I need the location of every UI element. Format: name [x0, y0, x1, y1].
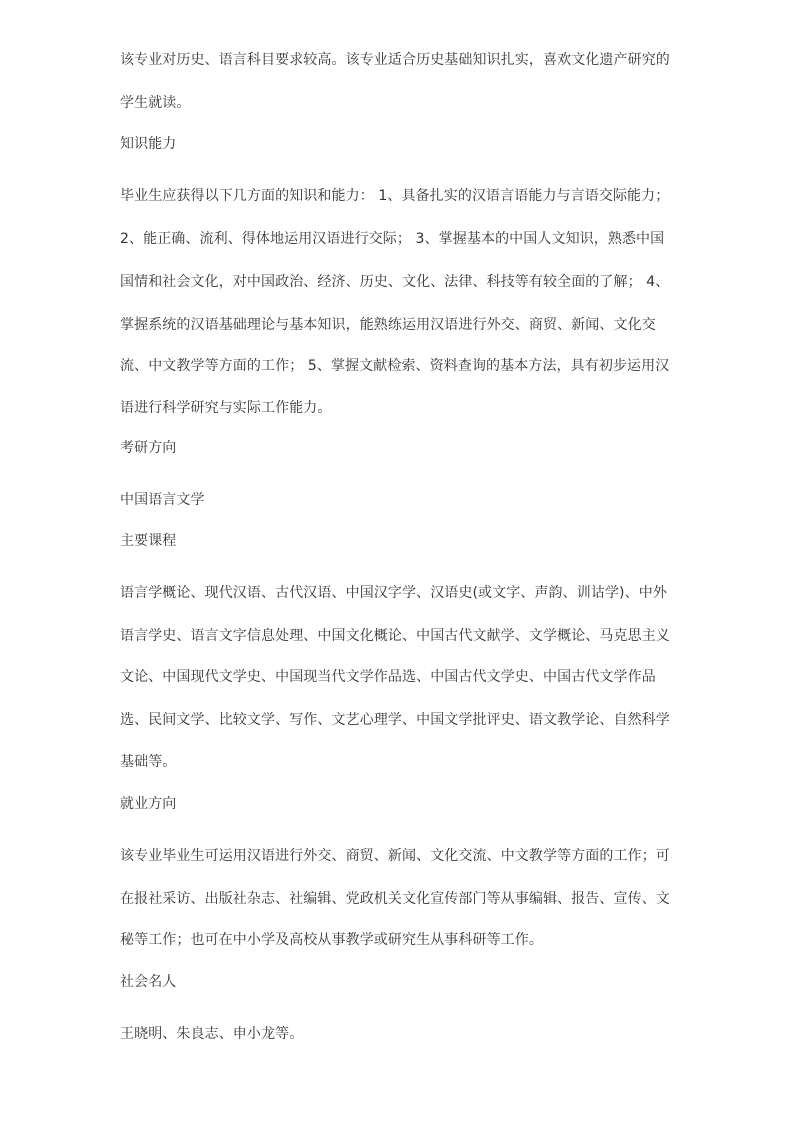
heading-knowledge: 知识能力: [120, 136, 177, 152]
heading-notables: 社会名人: [120, 974, 177, 990]
employment-line-3: 秘等工作；也可在中小学及高校从事教学或研究生从事科研等工作。: [120, 932, 543, 948]
knowledge-line-2: 2、能正确、流利、得体地运用汉语进行交际； 3、掌握基本的中国人文知识，熟悉中国: [120, 231, 665, 247]
knowledge-line-4: 掌握系统的汉语基础理论与基本知识，能熟练运用汉语进行外交、商贸、新闻、文化交: [120, 317, 656, 333]
postgrad-line-1: 中国语言文学: [120, 492, 205, 508]
heading-courses: 主要课程: [120, 533, 177, 549]
employment-line-2: 在报社采访、出版社杂志、社编辑、党政机关文化宣传部门等从事编辑、报告、宣传、文: [120, 891, 670, 907]
courses-line-2: 语言学史、语言文字信息处理、中国文化概论、中国古代文献学、文学概论、马克思主义: [120, 628, 670, 644]
intro-line-1: 该专业对历史、语言科目要求较高。该专业适合历史基础知识扎实，喜欢文化遗产研究的: [120, 52, 670, 68]
heading-employment: 就业方向: [120, 796, 177, 812]
knowledge-line-1: 毕业生应获得以下几方面的知识和能力： 1、具备扎实的汉语言语能力与言语交际能力；: [120, 188, 670, 204]
knowledge-line-5: 流、中文教学等方面的工作； 5、掌握文献检索、资料查询的基本方法，具有初步运用汉: [120, 358, 670, 374]
courses-line-5: 基础等。: [120, 754, 177, 770]
notables-line-1: 王晓明、朱良志、申小龙等。: [120, 1026, 304, 1042]
employment-line-1: 该专业毕业生可运用汉语进行外交、商贸、新闻、文化交流、中文教学等方面的工作；可: [120, 848, 670, 864]
knowledge-line-6: 语进行科学研究与实际工作能力。: [120, 400, 332, 416]
intro-line-2: 学生就读。: [120, 95, 191, 111]
heading-postgrad: 考研方向: [120, 440, 177, 456]
knowledge-line-3: 国情和社会文化，对中国政治、经济、历史、文化、法律、科技等有较全面的了解； 4、: [120, 274, 670, 290]
courses-line-3: 文论、中国现代文学史、中国现当代文学作品选、中国古代文学史、中国古代文学作品: [120, 669, 656, 685]
courses-line-4: 选、民间文学、比较文学、写作、文艺心理学、中国文学批评史、语文教学论、自然科学: [120, 712, 670, 728]
courses-line-1: 语言学概论、现代汉语、古代汉语、中国汉字学、汉语史(或文字、声韵、训诂学)、中外: [120, 585, 667, 601]
